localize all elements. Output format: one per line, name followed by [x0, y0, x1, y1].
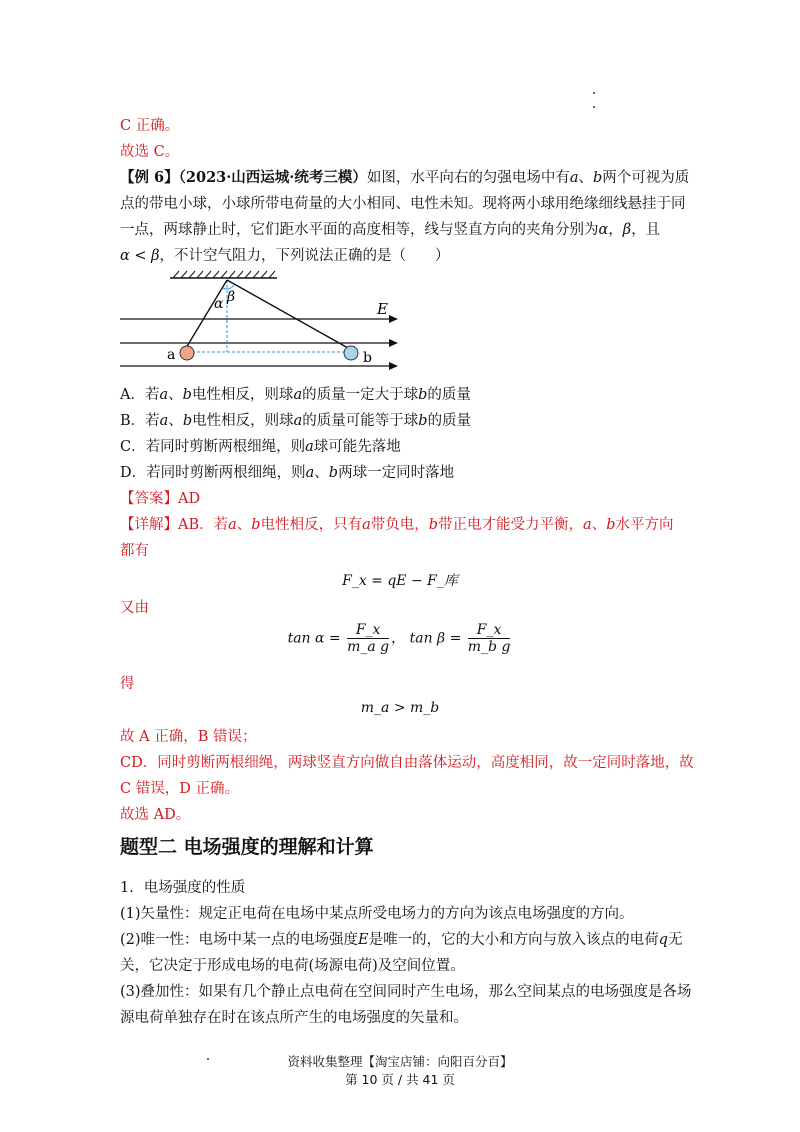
- option-a: [120, 385, 471, 405]
- var-a: a: [305, 439, 314, 455]
- thread-a: [186, 280, 227, 348]
- var-a: a: [159, 413, 169, 429]
- thread-b: [227, 280, 348, 348]
- section-p3: [120, 930, 682, 950]
- section-text: (2)唯一性：电场中某一点的电场强度: [120, 932, 359, 948]
- detail-de: 得: [120, 676, 135, 692]
- sep: 、: [236, 517, 252, 533]
- prev-c-correct: C 正确。: [120, 118, 180, 134]
- fraction-alpha: [347, 622, 389, 655]
- option-text: C．若同时剪断两根细绳，则: [120, 439, 306, 455]
- stem-text: 如图，水平向右的匀强电场中有: [366, 170, 570, 186]
- footer-page-number: 第 10 页 / 共 41 页: [345, 1072, 455, 1087]
- option-text: 的质量: [427, 413, 472, 429]
- sep: ，: [608, 222, 623, 238]
- example-stem-line-1: [120, 168, 689, 188]
- tan-alpha-label: tan α =: [287, 630, 341, 647]
- equation-force: F_x = qE − F_库: [342, 573, 458, 589]
- var-a: a: [305, 465, 315, 481]
- fraction-beta: [468, 622, 511, 655]
- detail-cd-line-1: CD．同时剪断两根细绳，两球竖直方向做自由落体运动，高度相同，故一定同时落地，故: [120, 755, 694, 771]
- var-a: a: [569, 170, 579, 186]
- detail-cd-line-2: C 错误，D 正确。: [120, 781, 239, 797]
- detail-text: 电性相反，只有: [260, 517, 363, 533]
- tan-beta-label: tan β =: [409, 630, 462, 647]
- sep: 、: [168, 413, 183, 429]
- var-E: E: [358, 932, 369, 948]
- var-a: a: [293, 387, 303, 403]
- stray-dot: [593, 92, 595, 94]
- section-p2: (1)矢量性：规定正电荷在电场中某点所受电场力的方向为该点电场强度的方向。: [120, 906, 634, 922]
- var-a: a: [159, 387, 169, 403]
- option-text: 两球一定同时落地: [338, 465, 455, 481]
- option-text: 球可能先落地: [313, 439, 401, 455]
- section-p5: (3)叠加性：如果有几个静止点电荷在空间同时产生电场，那么空间某点的电场强度是各场: [120, 984, 692, 1000]
- var-a: a: [293, 413, 303, 429]
- prev-choose-c: 故选 C。: [120, 144, 180, 160]
- option-b: [120, 411, 471, 431]
- fraction-numerator: F_x: [468, 622, 511, 639]
- symbol-alpha: α: [598, 222, 609, 238]
- example-source: （2023·山西运城·统考三模）: [178, 169, 367, 186]
- example-tag: 【例 6】: [120, 169, 179, 186]
- option-text: B．若: [120, 413, 160, 429]
- option-text: 的质量可能等于球: [302, 413, 419, 429]
- option-text: 的质量: [427, 387, 471, 403]
- stem-text: 两个可视为质: [602, 170, 690, 186]
- answer-line: 【答案】AD: [120, 491, 201, 507]
- ball-a: [180, 346, 194, 360]
- stem-text: 一点，两球静止时，它们距水平面的高度相等，线与竖直方向的夹角分别为: [120, 222, 599, 238]
- var-a: a: [362, 517, 371, 533]
- example-stem-line-3: [120, 220, 660, 240]
- example-stem-line-4: [120, 246, 450, 266]
- section-p1: 1．电场强度的性质: [120, 880, 246, 896]
- stem-text: ，不计空气阻力，下列说法正确的是（ ）: [159, 248, 450, 264]
- stem-text: ，且: [631, 222, 661, 238]
- section-text: 是唯一的，它的大小和方向与放入该点的电荷: [368, 932, 659, 948]
- detail-text: 水平方向: [615, 517, 674, 533]
- symbol-beta: β: [622, 222, 632, 238]
- detail-final: 故选 AD。: [120, 807, 191, 823]
- section-p4: 关，它决定于形成电场的电荷(场源电荷)及空间位置。: [120, 958, 465, 974]
- var-q: q: [658, 932, 668, 948]
- section-p6: 源电荷单独存在时在该点所产生的电场强度的矢量和。: [120, 1010, 468, 1026]
- var-a: a: [228, 517, 237, 533]
- label-a: a: [167, 347, 176, 363]
- detail-line-1: [120, 515, 674, 535]
- detail-line-2: 都有: [120, 543, 149, 559]
- sep: 、: [314, 465, 329, 481]
- detail-youyou: 又由: [120, 600, 149, 616]
- option-text: 电性相反，则球: [191, 387, 294, 403]
- detail-text: 带正电才能受力平衡，: [438, 517, 584, 533]
- example-stem-line-2: 点的带电小球，小球所带电荷量的大小相同、电性未知。现将两小球用绝缘细线悬挂于同: [120, 196, 686, 212]
- detail-conclusion-ab: 故 A 正确，B 错误；: [120, 729, 257, 745]
- option-text: 电性相反，则球: [192, 413, 294, 429]
- stray-dot: [593, 106, 595, 108]
- condition-alpha-lt-beta: α < β: [120, 248, 160, 264]
- label-beta: β: [227, 289, 236, 305]
- var-b: b: [593, 170, 603, 186]
- var-b: b: [418, 387, 428, 403]
- ball-b: [344, 346, 358, 360]
- var-b: b: [428, 517, 439, 533]
- detail-text: 带负电，: [370, 517, 429, 533]
- label-alpha: α: [214, 296, 224, 312]
- option-text: 的质量一定大于球: [302, 387, 419, 403]
- sep: 、: [168, 387, 183, 403]
- fraction-denominator: m_b g: [467, 639, 511, 655]
- label-b: b: [363, 350, 372, 366]
- var-b: b: [606, 517, 616, 533]
- var-a: a: [583, 517, 592, 533]
- equation-tan: [0, 622, 800, 655]
- detail-tag: 【详解】: [120, 517, 178, 533]
- var-b: b: [328, 465, 339, 481]
- option-c: [120, 437, 401, 457]
- option-text: A．若: [120, 387, 160, 403]
- section-title: 题型二 电场强度的理解和计算: [120, 836, 374, 858]
- option-d: [120, 463, 454, 483]
- sep: 、: [591, 517, 607, 533]
- var-b: b: [418, 413, 428, 429]
- detail-text: AB．若: [178, 517, 229, 533]
- footer-source: 资料收集整理【淘宝店铺：向阳百分百】: [287, 1054, 513, 1069]
- var-b: b: [182, 413, 193, 429]
- ceiling-hatch: [173, 271, 275, 278]
- option-text: D．若同时剪断两根细绳，则: [120, 465, 306, 481]
- label-E: E: [377, 300, 388, 318]
- fraction-denominator: m_a g: [347, 639, 390, 655]
- field-arrowheads: [389, 315, 398, 370]
- equation-mass: m_a > m_b: [360, 700, 440, 716]
- section-text: 无: [667, 932, 683, 948]
- sep: ，: [391, 630, 406, 647]
- var-b: b: [251, 517, 261, 533]
- sep: 、: [578, 170, 593, 186]
- field-diagram: [115, 268, 405, 378]
- fraction-numerator: F_x: [347, 622, 389, 639]
- var-b: b: [182, 387, 192, 403]
